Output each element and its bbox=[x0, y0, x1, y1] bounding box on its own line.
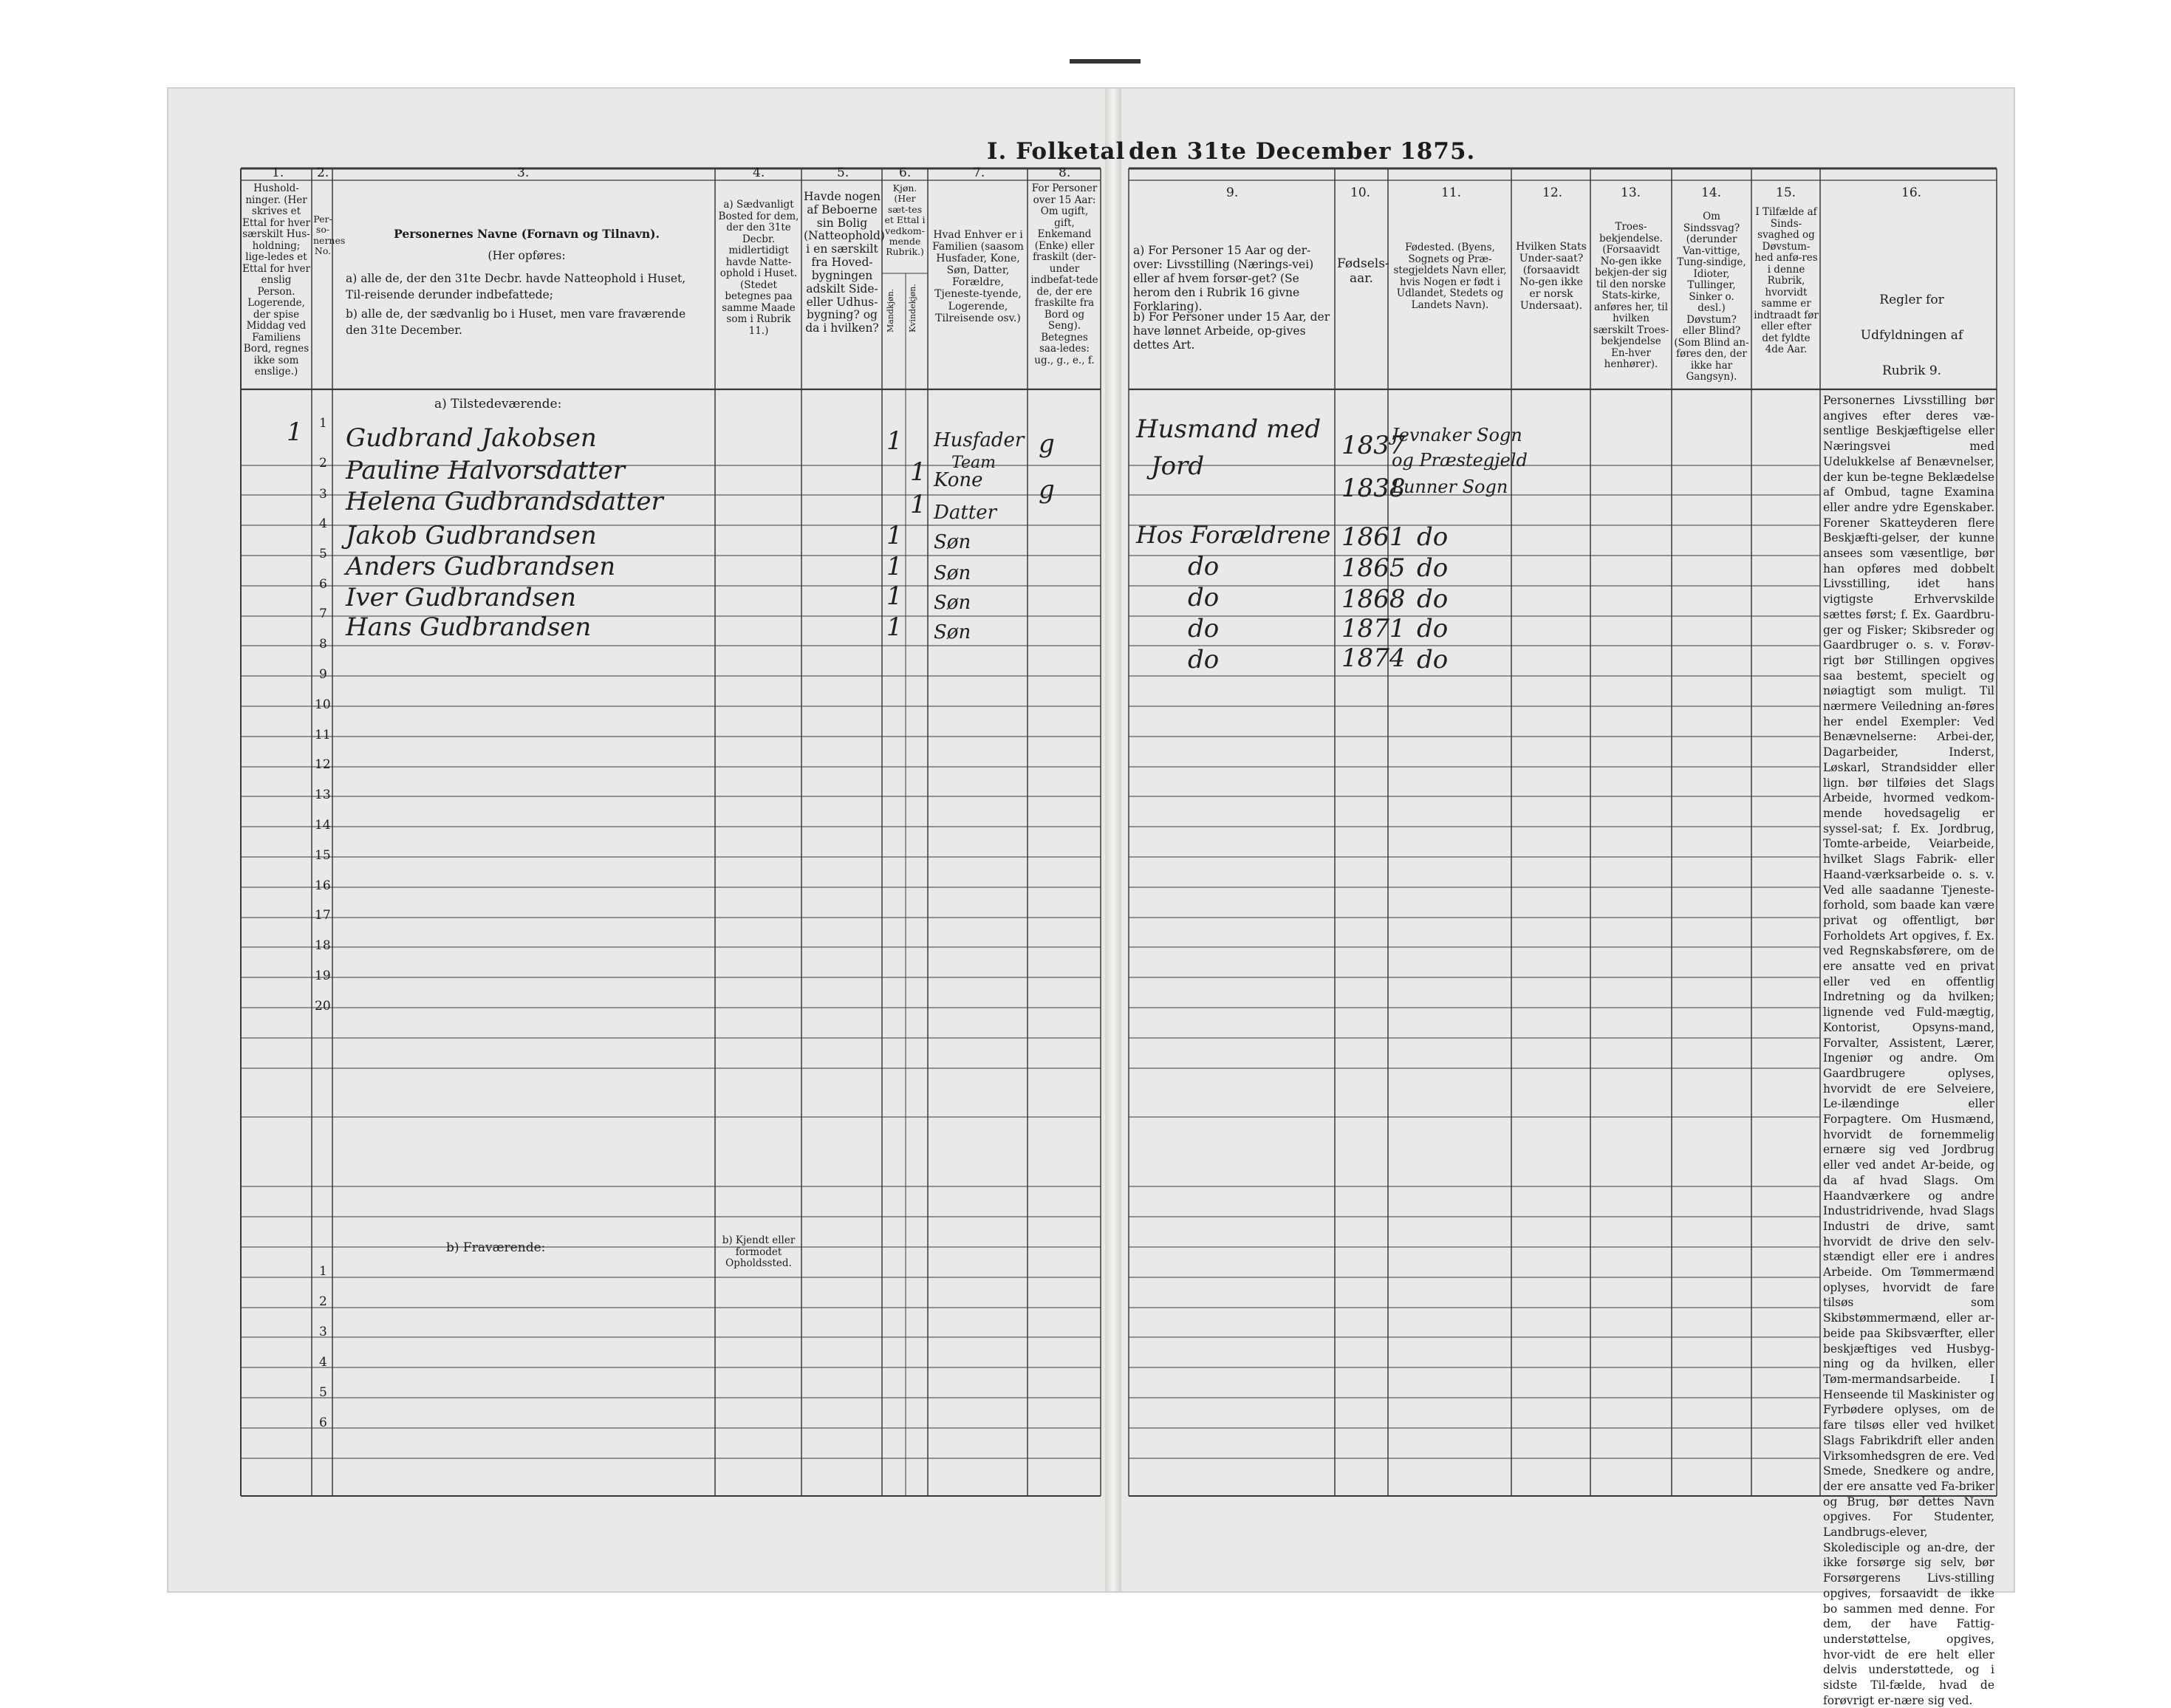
header-names-b: b) alle de, der sædvanlig bo i Huset, men vare fraværende den 31te December. bbox=[346, 307, 686, 337]
row-number: 15 bbox=[315, 848, 331, 863]
row-number: 1 bbox=[319, 416, 327, 431]
header-onset: I Tilfælde af Sinds-svaghed og Døvstum-hed anfø-res i denne Rubrik, hvorvidt samme er indtraadt før eller efter det fyldte 4de Aar. bbox=[1754, 206, 1819, 356]
birth-year: 1865 bbox=[1341, 553, 1406, 583]
birthplace: do bbox=[1417, 553, 1449, 583]
person-name: Iver Gudbrandsen bbox=[346, 583, 577, 612]
colnum-3: 3. bbox=[517, 165, 530, 180]
family-role: Søn bbox=[934, 621, 971, 643]
absent-row-number: 1 bbox=[319, 1264, 327, 1279]
header-usual-residence: a) Sædvanligt Bosted for dem, der den 31te Decbr. midlertidigt havde Natte-ophold i Huset. (Stedet betegnes paa samme Maade som i Rubrik 11.) bbox=[718, 199, 799, 337]
family-role: Husfader bbox=[934, 429, 1025, 451]
header-birth-year: Fødsels-aar. bbox=[1337, 256, 1389, 286]
marital-status: g bbox=[1039, 429, 1055, 459]
absent-row-number: 5 bbox=[319, 1385, 327, 1400]
sex-mark: 1 bbox=[886, 612, 903, 642]
absent-row-number: 3 bbox=[319, 1325, 327, 1339]
birth-year: 1871 bbox=[1341, 614, 1406, 643]
absent-row-number: 6 bbox=[319, 1415, 327, 1430]
colnum-1: 1. bbox=[272, 165, 284, 180]
colnum-7: 7. bbox=[973, 165, 985, 180]
sex-mark: 1 bbox=[910, 490, 926, 519]
header-sex: Kjøn. (Her sæt-tes et Ettal i vedkom-mende Rubrik.) bbox=[884, 182, 926, 258]
family-role: Søn bbox=[934, 562, 971, 584]
section-absent: b) Fraværende: bbox=[446, 1240, 546, 1255]
colnum-11: 11. bbox=[1441, 185, 1462, 200]
absent-row-number: 4 bbox=[319, 1355, 327, 1370]
colnum-8: 8. bbox=[1059, 165, 1071, 180]
census-form-sheet bbox=[168, 89, 2014, 1707]
title-right: den 31te December 1875. bbox=[1129, 138, 1476, 165]
family-role: Datter bbox=[934, 502, 997, 524]
row-number: 2 bbox=[319, 456, 327, 471]
header-names-sub: (Her opføres: bbox=[488, 249, 566, 262]
family-role: Søn bbox=[934, 592, 971, 614]
row-number: 10 bbox=[315, 697, 331, 712]
header-marital: For Personer over 15 Aar: Om ugift, gift, Enkemand (Enke) eller fraskilt (der-under indbefat-tede de, der ere fraskilte fra Bord og Seng). Betegnes saa-ledes: ug., g., e., f. bbox=[1030, 182, 1098, 366]
header-names-a: a) alle de, der den 31te Decbr. havde Natteophold i Huset, Til-reisende derunder indbefattede; bbox=[346, 272, 686, 301]
sex-mark: 1 bbox=[886, 426, 903, 456]
marital-status: g bbox=[1039, 475, 1055, 505]
row-number: 8 bbox=[319, 637, 327, 652]
colnum-12: 12. bbox=[1542, 185, 1563, 200]
birth-year: 1838 bbox=[1341, 474, 1406, 503]
sex-mark: 1 bbox=[910, 457, 926, 487]
row-number: 14 bbox=[315, 818, 331, 833]
household-mark: 1 bbox=[287, 417, 303, 447]
sex-mark: 1 bbox=[886, 581, 903, 611]
family-role: Søn bbox=[934, 531, 971, 553]
header-person-no: Per-so-nernes No. bbox=[313, 214, 346, 257]
colnum-10: 10. bbox=[1350, 185, 1371, 200]
header-households: Hushold-ninger. (Her skrives et Ettal for hver særskilt Hus-holdning; lige-ledes et Ettal for hver enslig Person. Logerende, der spise Middag ved Familiens Bord, regnes ikke som enslige.) bbox=[242, 182, 310, 378]
sex-mark: 1 bbox=[886, 521, 903, 550]
header-disability: Om Sindssvag? (derunder Van-vittige, Tung-sindige, Idioter, Tullinger, Sinker o. desl.) Døvstum? eller Blind? (Som Blind an-føres den, der ikke har Gangsyn). bbox=[1674, 211, 1749, 383]
colnum-9: 9. bbox=[1226, 185, 1239, 200]
colnum-6: 6. bbox=[899, 165, 912, 180]
occupation: Husmand med bbox=[1136, 414, 1322, 444]
header-religion: Troes-bekjendelse. (Forsaavidt No-gen ikke bekjen-der sig til den norske Stats-kirke, anføres her, til hvilken særskilt Troes-bekjendelse En-hver henhører). bbox=[1593, 221, 1669, 371]
header-birthplace: Fødested. (Byens, Sognets og Præ-stegjeldets Navn eller, hvis Nogen er født i Udlandet, Stedets og Landets Navn). bbox=[1393, 242, 1507, 311]
row-number: 5 bbox=[319, 547, 327, 561]
birth-year: 1874 bbox=[1341, 643, 1406, 673]
row-number: 7 bbox=[319, 607, 327, 621]
person-name: Anders Gudbrandsen bbox=[346, 552, 616, 581]
birthplace: do bbox=[1417, 614, 1449, 643]
birthplace: do bbox=[1417, 584, 1449, 614]
birth-year: 1837 bbox=[1341, 431, 1406, 460]
row-number: 17 bbox=[315, 908, 331, 923]
colnum-14: 14. bbox=[1701, 185, 1722, 200]
colnum-15: 15. bbox=[1776, 185, 1796, 200]
section-present: a) Tilstedeværende: bbox=[434, 397, 562, 411]
header-outbuilding: Havde nogen af Beboerne sin Bolig (Natteophold) i en særskilt fra Hoved-bygningen adskilt Side-eller Udhus-bygning? og da i hvilken? bbox=[804, 190, 885, 335]
row-number: 3 bbox=[319, 487, 327, 502]
row-number: 6 bbox=[319, 577, 327, 592]
birthplace: do bbox=[1417, 522, 1449, 552]
sex-mark: 1 bbox=[886, 552, 903, 581]
row-number: 20 bbox=[315, 999, 331, 1014]
absent-residence-header: b) Kjendt eller formodet Opholdssted. bbox=[722, 1234, 796, 1270]
occupation: Jord bbox=[1151, 451, 1205, 481]
colnum-2: 2. bbox=[317, 165, 329, 180]
header-rules: Regler for Udfyldningen af Rubrik 9. bbox=[1860, 293, 1963, 378]
absent-row-number: 2 bbox=[319, 1294, 327, 1309]
header-occupation-b: b) For Personer under 15 Aar, der have lønnet Arbeide, op-gives dettes Art. bbox=[1133, 310, 1330, 352]
header-citizenship: Hvilken Stats Under-saat? (forsaavidt No-gen ikke er norsk Undersaat). bbox=[1516, 241, 1587, 312]
birth-year: 1861 bbox=[1341, 522, 1406, 552]
row-number: 4 bbox=[319, 516, 327, 531]
birthplace: og Præstegjeld bbox=[1392, 450, 1528, 471]
row-number: 12 bbox=[315, 757, 331, 772]
header-occupation-a: a) For Personer 15 Aar og der-over: Livsstilling (Nærings-vei) eller af hvem forsør-get? (Se herom den i Rubrik 16 givne Forklaring). bbox=[1133, 244, 1314, 313]
header-sex-male: Mandkjøn. bbox=[886, 288, 895, 332]
title-left: I. Folketal bbox=[987, 138, 1126, 165]
colnum-13: 13. bbox=[1621, 185, 1641, 200]
row-number: 18 bbox=[315, 938, 331, 953]
header-names-title: Personernes Navne (Fornavn og Tilnavn). bbox=[394, 227, 660, 241]
row-number: 19 bbox=[315, 969, 331, 983]
colnum-5: 5. bbox=[837, 165, 849, 180]
person-name: Hans Gudbrandsen bbox=[346, 612, 592, 642]
rules-text: Personernes Livsstilling bør angives efter deres væ-sentlige Beskjæftigelse eller Næringsvei med Udelukkelse af Benævnelser, der kun be-tegne Beklædelse af Ombud, tagne Examina eller andre ydre Egenskaber. Forener Skatteyderen flere Beskjæfti-gelser, der kunne ansees som væsentlige, bør han opføres med dobbelt Livsstilling, idet hans vigtigste Erhvervskilde sættes først; f. Ex. Gaardbru-ger og Fisker; Skibsreder og Gaardbruger o. s. v. Forøv-rigt bør Stillingen opgives saa bestemt, specielt og nøiagtigt som muligt. Til nærmere Veiledning an-føres her endel Exempler: Ved Benævnelserne: Arbei-der, Dagarbeider, Inderst, Løskarl, Strandsidder eller lign. bør tilføies det Slags Arbeide, hvormed vedkom-mende hovedsagelig er syssel-sat; f. Ex. Jordbrug, Tomte-arbeide, Veiarbeide, hvilket Slags Fabrik- eller Haand-værksarbeide o. s. v. Ved alle saadanne Tjeneste-forhold, som baade kan være privat og offentligt, bør Forholdets Art opgives, f. Ex. ved Regnskabsførere, om de ere ansatte ved en privat eller ved en offentlig Indretning og da hvilken; lignende ved Fuld-mægtig, Kontorist, Opsyns-mand, Forvalter, Assistent, Lærer, Ingeniør og andre. Om Gaardbrugere oplyses, hvorvidt de ere Selveiere, Le-ilændinge eller Forpagtere. Om Husmænd, hvorvidt de fornemmelig ernære sig ved Jordbrug eller ved andet Ar-beide, og da af hvad Slags. Om Haandværkere og andre Industridrivende, hvad Slags Industri de drive, samt hvorvidt de drive den selv-stændigt eller ere i andres Arbeide. Om Tømmermænd oplyses, hvorvidt de fare tilsøs som Skibstømmermænd, eller ar-beide paa Skibsværfter, eller beskjæftiges ved Husbyg-ning og da hvilken, eller Tøm-mermandsarbeide. I Henseende til Maskinister og Fyrbødere oplyses, om de fare tilsøs eller ved hvilket Slags Fabrikdrift eller anden Virksomhedsgren de ere. Ved Smede, Snedkere og andre, der ere ansatte ved Fa-briker og Brug, bør dettes Navn opgives. For Studenter, Landbrugs-elever, Skoledisciple og an-dre, der ikke forsørge sig selv, bør Forsørgerens Livs-stilling opgives, forsaavidt de ikke bo sammen med denne. For dem, der have Fattig-understøttelse, opgives, hvor-vidt de ere helt eller delvis understøttede, og i sidste Til-fælde, hvad de forøvrigt er-nære sig ved. bbox=[1823, 394, 1994, 1707]
row-number: 11 bbox=[315, 728, 331, 742]
colnum-16: 16. bbox=[1901, 185, 1922, 200]
occupation: do bbox=[1188, 552, 1220, 581]
birthplace: Jevnaker Sogn bbox=[1392, 425, 1522, 445]
row-number: 16 bbox=[315, 878, 331, 893]
person-name: Jakob Gudbrandsen bbox=[346, 521, 597, 550]
person-name: Gudbrand Jakobsen bbox=[346, 423, 597, 453]
person-name: Pauline Halvorsdatter bbox=[346, 456, 626, 485]
header-family-role: Hvad Enhver er i Familien (saasom Husfader, Kone, Søn, Datter, Forældre, Tjeneste-tyende, Logerende, Tilreisende osv.) bbox=[932, 229, 1024, 324]
occupation: do bbox=[1188, 583, 1220, 612]
top-mark bbox=[1070, 59, 1141, 64]
colnum-4: 4. bbox=[753, 165, 765, 180]
row-number: 9 bbox=[319, 667, 327, 682]
family-role-prefix: Team bbox=[951, 454, 996, 472]
birth-year: 1868 bbox=[1341, 584, 1406, 614]
family-role: Kone bbox=[934, 469, 983, 491]
header-sex-female: Kvindekjøn. bbox=[908, 284, 917, 332]
occupation: Hos Forældrene bbox=[1136, 521, 1331, 549]
row-number: 13 bbox=[315, 788, 331, 802]
occupation: do bbox=[1188, 614, 1220, 643]
person-name: Helena Gudbrandsdatter bbox=[346, 487, 663, 516]
occupation: do bbox=[1188, 645, 1220, 674]
birthplace: Lunner Sogn bbox=[1392, 476, 1508, 497]
birthplace: do bbox=[1417, 645, 1449, 674]
